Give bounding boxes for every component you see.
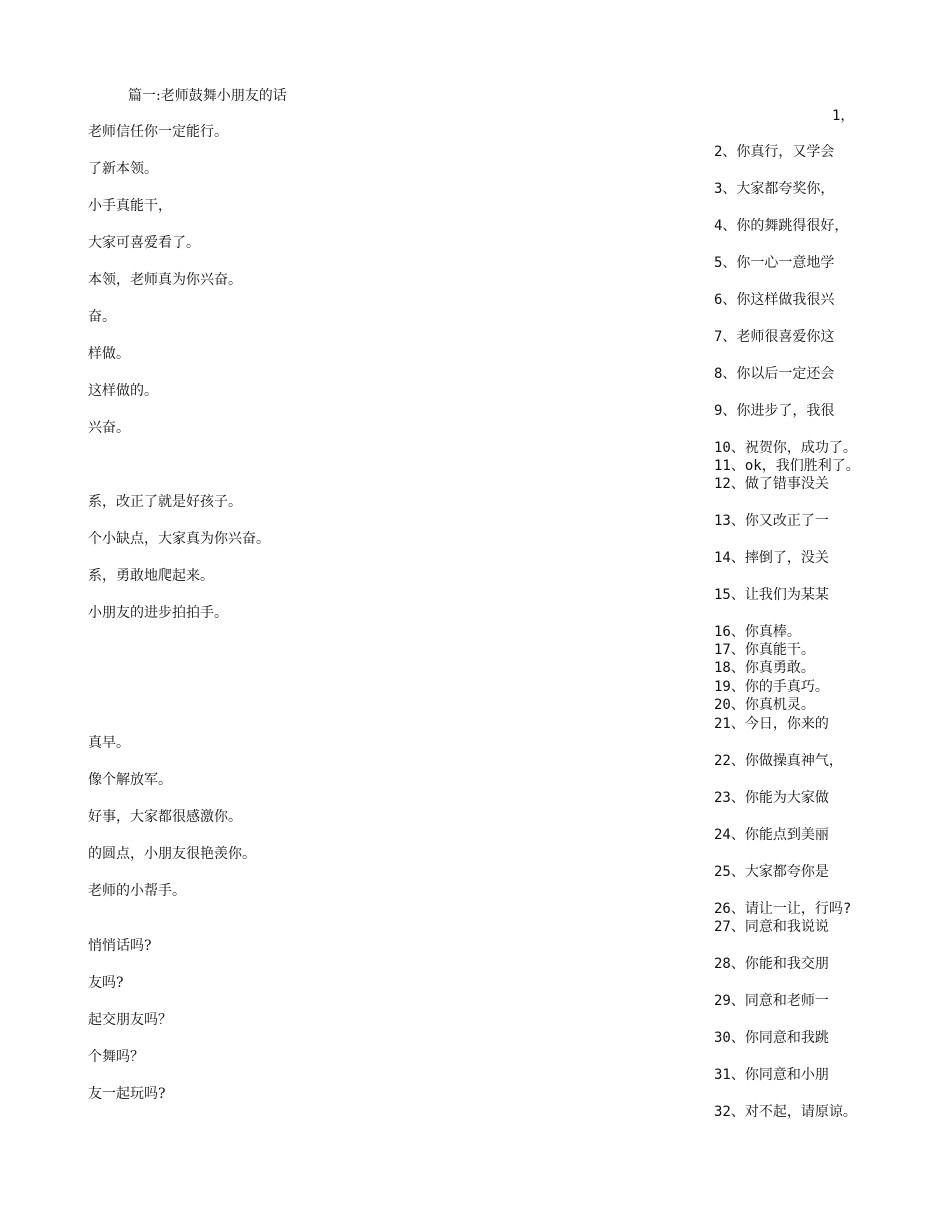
right-line: 26、请让一让，行吗? <box>714 901 852 917</box>
right-line: 22、你做操真神气， <box>714 753 843 769</box>
right-line: 29、同意和老师一 <box>714 993 829 1009</box>
right-line: 24、你能点到美丽 <box>714 827 829 843</box>
left-line: 个小缺点，大家真为你兴奋。 <box>88 531 270 547</box>
left-line: 真早。 <box>88 735 130 751</box>
right-line: 18、你真勇敢。 <box>714 660 815 676</box>
right-line: 5、你一心一意地学 <box>714 255 835 271</box>
left-line: 个舞吗？ <box>88 1049 144 1065</box>
right-line: 17、你真能干。 <box>714 642 815 658</box>
right-line: 16、你真棒。 <box>714 624 801 640</box>
left-line: 老师的小帮手。 <box>88 883 186 899</box>
right-line: 28、你能和我交朋 <box>714 956 829 972</box>
right-line: 27、同意和我说说 <box>714 919 829 935</box>
right-line: 11、ok，我们胜利了。 <box>714 458 860 474</box>
left-line: 老师信任你一定能行。 <box>88 124 228 140</box>
right-line: 32、对不起，请原谅。 <box>714 1104 857 1120</box>
left-line: 奋。 <box>88 309 116 325</box>
left-line: 了新本领。 <box>88 161 158 177</box>
left-line: 起交朋友吗？ <box>88 1012 172 1028</box>
left-line: 友一起玩吗? <box>88 1086 166 1102</box>
page-title: 篇一:老师鼓舞小朋友的话 <box>128 88 287 104</box>
right-line: 31、你同意和小朋 <box>714 1067 829 1083</box>
left-line: 友吗? <box>88 975 124 991</box>
right-line: 15、让我们为某某 <box>714 587 829 603</box>
left-line: 像个解放军。 <box>88 772 172 788</box>
right-line: 13、你又改正了一 <box>714 513 829 529</box>
right-line: 9、你进步了，我很 <box>714 403 835 419</box>
left-line: 大家可喜爱看了。 <box>88 235 200 251</box>
left-line: 系，勇敢地爬起来。 <box>88 568 214 584</box>
left-line: 悄悄话吗? <box>88 938 152 954</box>
left-line: 小手真能干， <box>88 198 172 214</box>
right-line: 25、大家都夸你是 <box>714 864 829 880</box>
left-line: 这样做的。 <box>88 383 158 399</box>
right-line: 2、你真行，又学会 <box>714 144 835 160</box>
right-line: 4、你的舞跳得很好， <box>714 218 849 234</box>
right-line: 12、做了错事没关 <box>714 476 829 492</box>
left-line: 系，改正了就是好孩子。 <box>88 494 242 510</box>
left-line: 小朋友的进步拍拍手。 <box>88 605 228 621</box>
right-line: 3、大家都夸奖你， <box>714 181 835 197</box>
right-line: 6、你这样做我很兴 <box>714 292 835 308</box>
left-line: 本领，老师真为你兴奋。 <box>88 272 242 288</box>
left-line: 兴奋。 <box>88 420 130 436</box>
right-line: 8、你以后一定还会 <box>714 366 835 382</box>
right-line: 19、你的手真巧。 <box>714 679 829 695</box>
left-line: 的圆点，小朋友很艳羡你。 <box>88 846 256 862</box>
right-line: 10、祝贺你，成功了。 <box>714 440 857 456</box>
right-line: 21、今日，你来的 <box>714 716 829 732</box>
right-line: 7、老师很喜爱你这 <box>714 329 835 345</box>
right-line: 20、你真机灵。 <box>714 697 815 713</box>
right-line: 14、摔倒了，没关 <box>714 550 829 566</box>
right-line: 1， <box>832 108 855 124</box>
left-line: 好事，大家都很感激你。 <box>88 809 242 825</box>
right-line: 23、你能为大家做 <box>714 790 829 806</box>
right-line: 30、你同意和我跳 <box>714 1030 829 1046</box>
left-line: 样做。 <box>88 346 130 362</box>
